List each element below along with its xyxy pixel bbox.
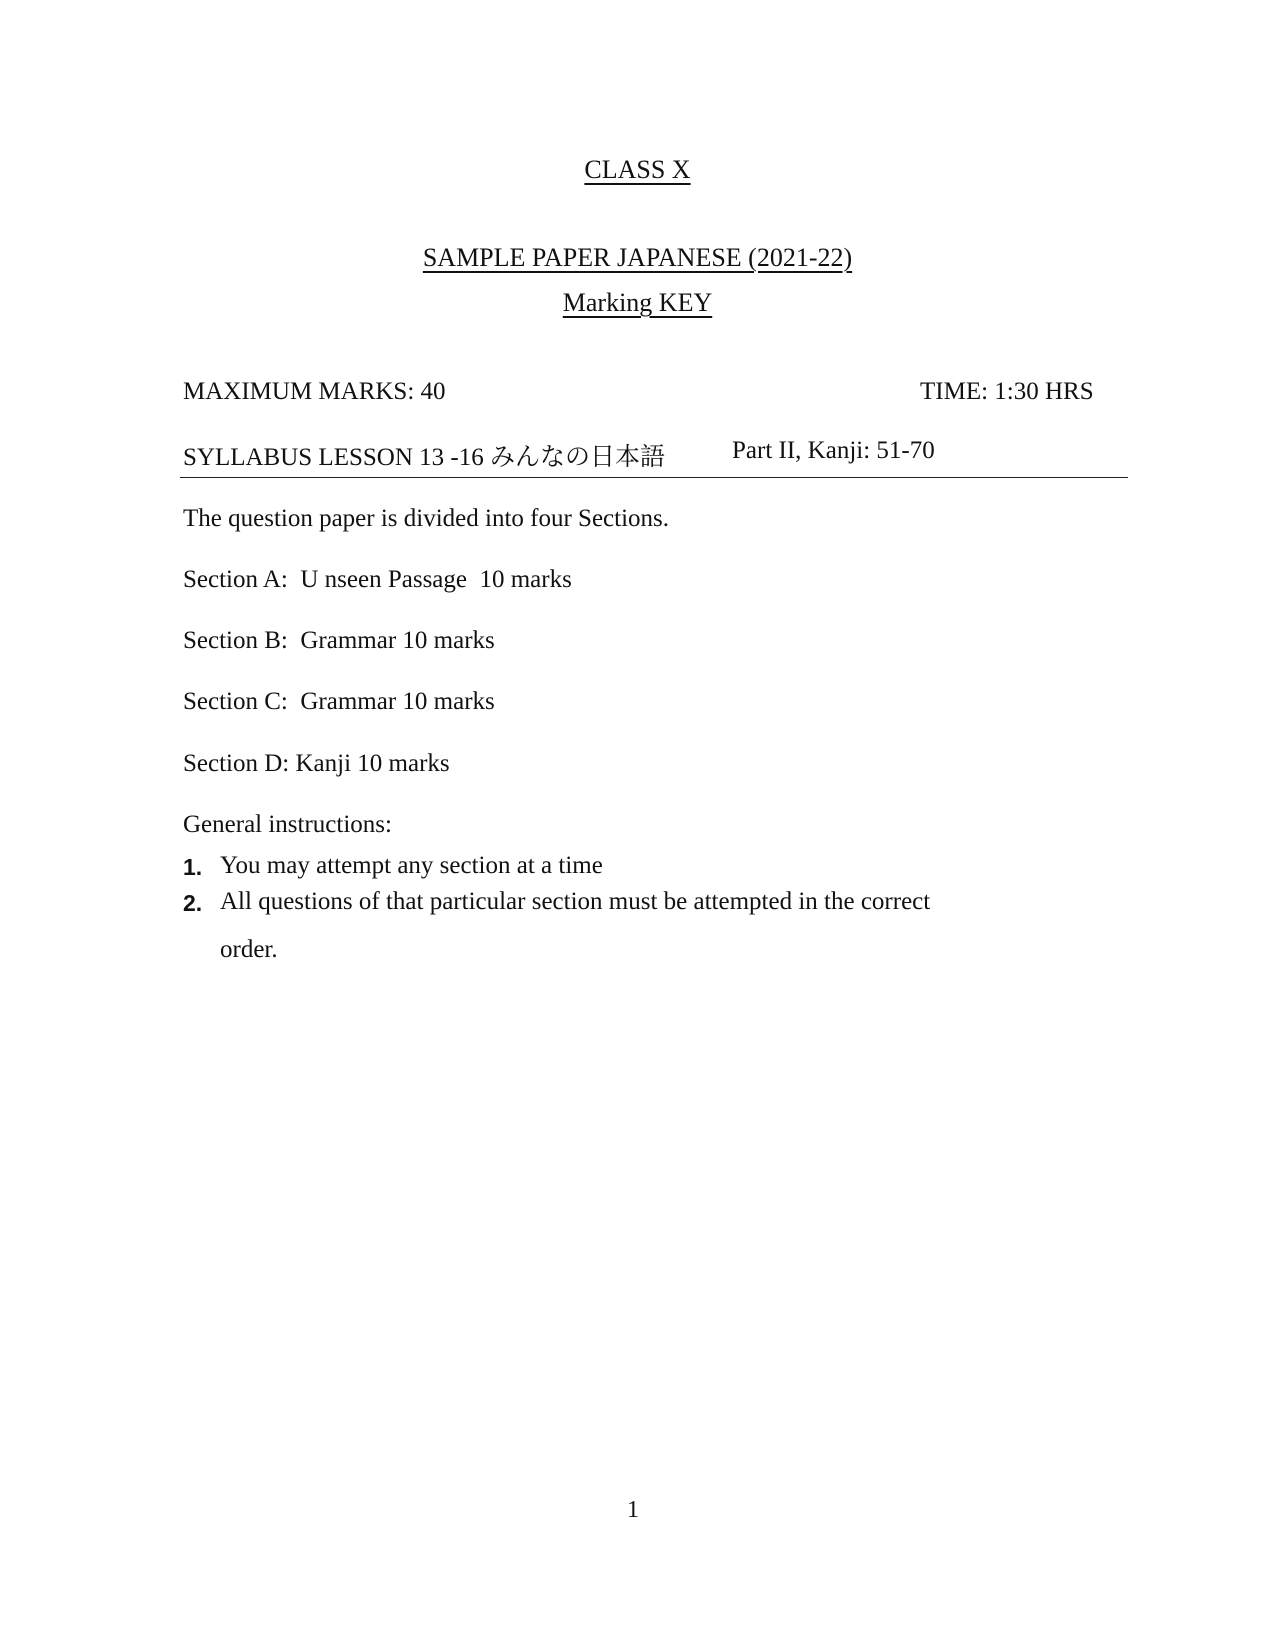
instruction-text: You may attempt any section at a time [220,852,603,879]
header-divider [180,477,1128,478]
class-title: CLASS X [584,155,691,184]
instruction-text-continuation: order. [220,936,278,963]
section-b-line: Section B: Grammar 10 marks [183,627,495,654]
syllabus-line: SYLLABUS LESSON 13 -16 みんなの日本語 [183,444,665,471]
instruction-number: 2. [183,890,203,916]
section-d-line: Section D: Kanji 10 marks [183,750,450,777]
kanji-part: Part II, Kanji: 51-70 [732,437,935,464]
instructions-heading: General instructions: [183,811,392,838]
intro-text: The question paper is divided into four Sections. [183,505,670,532]
instruction-text: All questions of that particular section must be attempted in the correct [220,888,931,915]
section-c-line: Section C: Grammar 10 marks [183,688,495,715]
max-marks: MAXIMUM MARKS: 40 [183,378,446,405]
section-a-line: Section A: U nseen Passage 10 marks [183,566,572,593]
time-allowed: TIME: 1:30 HRS [920,378,1094,405]
marking-key-subtitle: Marking KEY [562,288,713,317]
page-number: 1 [627,1497,639,1523]
instruction-number: 1. [183,854,203,880]
paper-title: SAMPLE PAPER JAPANESE (2021-22) [422,243,853,272]
